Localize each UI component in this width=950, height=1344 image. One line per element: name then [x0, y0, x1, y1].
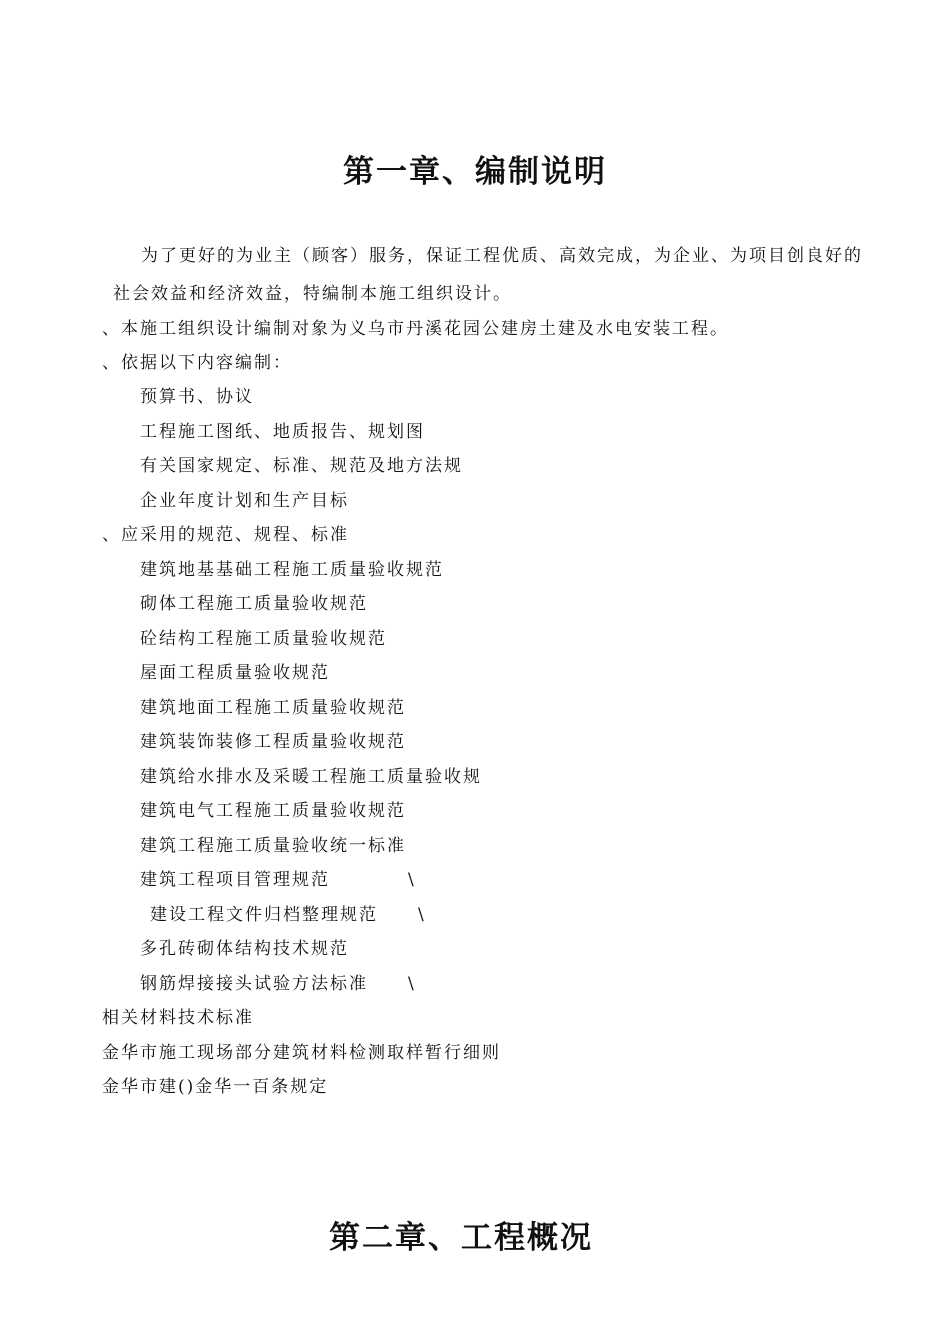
standard-item: 建设工程文件归档整理规范 — [150, 905, 378, 925]
standard-item: 建筑装饰装修工程质量验收规范 — [140, 732, 406, 752]
slash-mark: \ — [408, 974, 414, 994]
standard-item: 砌体工程施工质量验收规范 — [140, 594, 368, 614]
standard-item: 多孔砖砌体结构技术规范 — [140, 939, 349, 959]
standard-item: 建筑地基基础工程施工质量验收规范 — [140, 560, 444, 580]
basis-item: 工程施工图纸、地质报告、规划图 — [140, 422, 425, 442]
basis-item: 有关国家规定、标准、规范及地方法规 — [140, 456, 463, 476]
basis-item: 企业年度计划和生产目标 — [140, 491, 349, 511]
other-standard-line: 金华市施工现场部分建筑材料检测取样暂行细则 — [102, 1043, 501, 1063]
standard-item: 建筑地面工程施工质量验收规范 — [140, 698, 406, 718]
intro-paragraph-line-2: 社会效益和经济效益，特编制本施工组织设计。 — [113, 284, 512, 304]
standard-item: 建筑工程施工质量验收统一标准 — [140, 836, 406, 856]
basis-item: 预算书、协议 — [140, 387, 254, 407]
other-standard-line: 相关材料技术标准 — [102, 1008, 254, 1028]
standard-item: 砼结构工程施工质量验收规范 — [140, 629, 387, 649]
intro-paragraph-line-1: 为了更好的为业主（顾客）服务，保证工程优质、高效完成，为企业、为项目创良好的 — [141, 246, 863, 266]
other-standard-line: 金华市建()金华一百条规定 — [102, 1077, 329, 1097]
slash-mark: \ — [408, 870, 414, 890]
standard-item: 屋面工程质量验收规范 — [140, 663, 330, 683]
standard-item: 建筑工程项目管理规范 — [140, 870, 330, 890]
chapter-2-title: 第二章、工程概况 — [329, 1220, 593, 1256]
standard-item: 建筑给水排水及采暖工程施工质量验收规 — [140, 767, 482, 787]
item-scope: 、本施工组织设计编制对象为义乌市丹溪花园公建房土建及水电安装工程。 — [102, 319, 729, 339]
chapter-1-title: 第一章、编制说明 — [343, 154, 607, 190]
item-basis-heading: 、依据以下内容编制： — [102, 353, 292, 373]
slash-mark: \ — [418, 905, 424, 925]
standard-item: 建筑电气工程施工质量验收规范 — [140, 801, 406, 821]
standard-item: 钢筋焊接接头试验方法标准 — [140, 974, 368, 994]
item-standards-heading: 、应采用的规范、规程、标准 — [102, 525, 349, 545]
